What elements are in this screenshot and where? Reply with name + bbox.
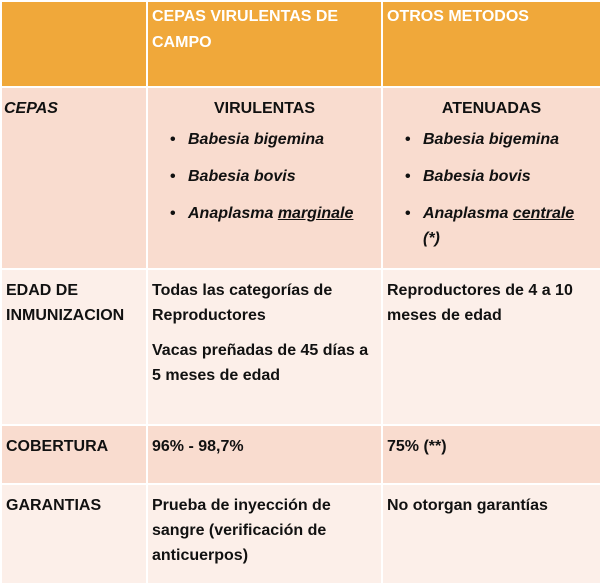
bullet-icon: • (170, 168, 176, 185)
garantias-virulentas-cell (147, 484, 382, 584)
edad-virulentas-text-1: Todas las categorías de Reproductores (152, 282, 333, 324)
bullet-icon: • (170, 131, 176, 148)
header-col2-label: CEPAS VIRULENTAS DE CAMPO (152, 8, 339, 51)
header-row (1, 1, 600, 87)
edad-otros-cell (382, 269, 600, 425)
atenuadas-list (383, 127, 600, 251)
cepas-label: CEPAS (4, 100, 58, 117)
edad-label: EDAD DE INMUNIZACION (6, 282, 125, 324)
cobertura-otros-value: 75% (**) (387, 438, 447, 455)
table-row-cepas (1, 87, 600, 269)
garantias-otros-text: No otorgan garantías (387, 497, 548, 514)
bullet-icon: • (405, 205, 411, 222)
virulentas-list (148, 127, 381, 226)
header-cell-empty (1, 1, 147, 87)
table-row-edad (1, 269, 600, 425)
cobertura-virulentas-value: 96% - 98,7% (152, 438, 244, 455)
list-item: • Babesia bigemina (148, 127, 381, 152)
cepas-virulentas-cell (147, 87, 382, 269)
table-row-garantias (1, 484, 600, 584)
list-item: • Babesia bovis (148, 164, 381, 189)
row-label-garantias (1, 484, 147, 584)
row-label-edad (1, 269, 147, 425)
footnote-marker: (*) (423, 230, 440, 247)
underlined-species: marginale (277, 205, 354, 222)
list-item: • Babesia bovis (383, 164, 600, 189)
cobertura-label: COBERTURA (6, 438, 109, 455)
bullet-icon: • (405, 168, 411, 185)
cobertura-otros-cell (382, 425, 600, 484)
cepas-atenuadas-cell (382, 87, 600, 269)
table-row-cobertura (1, 425, 600, 484)
garantias-label: GARANTIAS (6, 497, 102, 514)
row-label-cepas (1, 87, 147, 269)
edad-virulentas-cell (147, 269, 382, 425)
edad-virulentas-text-2: Vacas preñadas de 45 días a 5 meses de edad (152, 342, 369, 384)
header-col3-label: OTROS METODOS (387, 8, 529, 25)
cobertura-virulentas-cell (147, 425, 382, 484)
bullet-icon: • (405, 131, 411, 148)
header-cell-otros (382, 1, 600, 87)
row-label-cobertura (1, 425, 147, 484)
list-item: • Babesia bigemina (383, 127, 600, 152)
header-cell-virulentas (147, 1, 382, 87)
garantias-virulentas-text: Prueba de inyección de sangre (verificación de anticuerpos) (152, 497, 331, 564)
list-item: • Anaplasma marginale (148, 201, 381, 226)
underlined-species: centrale (512, 205, 575, 222)
bullet-icon: • (170, 205, 176, 222)
list-item: • Anaplasma centrale (*) (383, 201, 600, 251)
garantias-otros-cell (382, 484, 600, 584)
virulentas-title: VIRULENTAS (213, 100, 316, 117)
atenuadas-title: ATENUADAS (441, 100, 542, 117)
edad-otros-text: Reproductores de 4 a 10 meses de edad (387, 282, 573, 324)
